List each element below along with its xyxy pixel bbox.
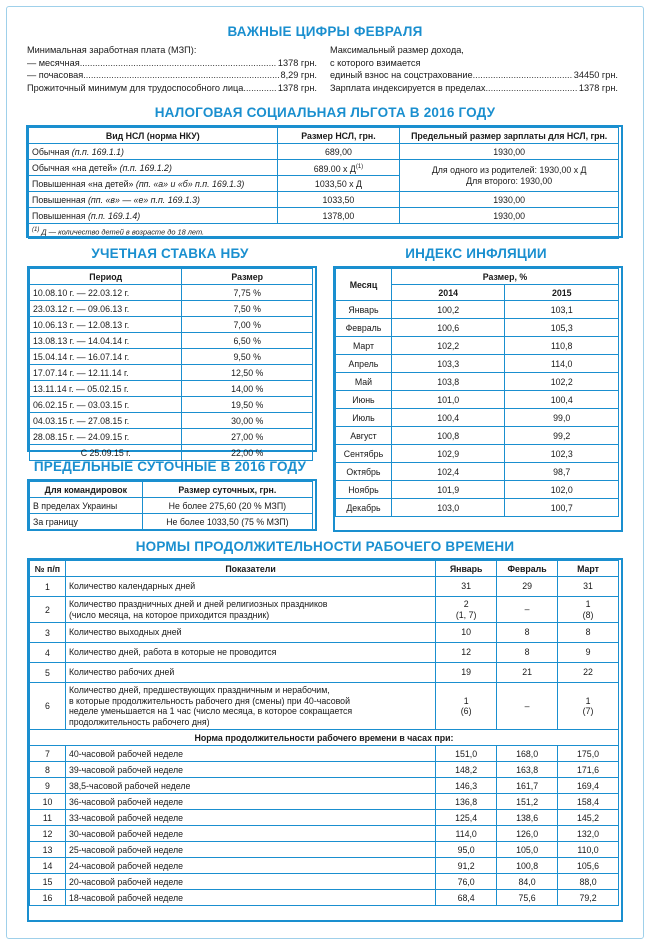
section-title-key-figures: ВАЖНЫЕ ЦИФРЫ ФЕВРАЛЯ [227, 24, 423, 39]
table-row: 06.02.15 г. — 03.03.15 г. 19,50 % [30, 397, 313, 413]
table-row: Июль 100,4 99,0 [336, 409, 619, 427]
table-row: 11 33-часовой рабочей неделе 125,4 138,6 145,2 [30, 810, 619, 826]
table-row: Повышенная (пп. «в» — «е» п.п. 169.1.3) 1033,50 1930,00 [29, 192, 619, 208]
table-row: Август 100,8 99,2 [336, 427, 619, 445]
table-row: 16 18-часовой рабочей неделе 68,4 75,6 79,2 [30, 890, 619, 906]
section-title-work-norms: НОРМЫ ПРОДОЛЖИТЕЛЬНОСТИ РАБОЧЕГО ВРЕМЕНИ [135, 539, 515, 554]
table-row: 10 36-часовой рабочей неделе 136,8 151,2 158,4 [30, 794, 619, 810]
monthly-min-wage: — месячная ..... 1378 грн. [27, 57, 317, 70]
table-row: В пределах Украины Не более 275,60 (20 % МЗП) [30, 498, 313, 514]
table-row: 8 39-часовой рабочей неделе 148,2 163,8 171,6 [30, 762, 619, 778]
table-row: 23.03.12 г. — 09.06.13 г. 7,50 % [30, 301, 313, 317]
key-figures-right [330, 44, 618, 94]
table-header-row: Для командировок Размер суточных, грн. [30, 482, 313, 498]
table-row: 28.08.15 г. — 24.09.15 г. 27,00 % [30, 429, 313, 445]
single-contribution: единый взнос на соцстрахование ..... 34450 грн. [330, 69, 618, 82]
section-title-per-diem: ПРЕДЕЛЬНЫЕ СУТОЧНЫЕ В 2016 ГОДУ [33, 459, 307, 474]
table-row: 10.06.13 г. — 12.08.13 г. 7,00 % [30, 317, 313, 333]
table-row: Январь 100,2 103,1 [336, 301, 619, 319]
table-row: Май 103,8 102,2 [336, 373, 619, 391]
key-figures-left [27, 44, 317, 94]
table-row: 6 Количество дней, предшествующих праздничным и нерабочим, в которые продолжительность рабочего дня (смены) при 40-часовой неделе уменьшается на 1 час (число месяца, в которое сокращается продолжительность рабочего дня) 1 (6) – 1 (7) [30, 683, 619, 730]
work-norms-table [29, 560, 619, 906]
table-row: За границу Не более 1033,50 (75 % МЗП) [30, 514, 313, 530]
table-row: Обычная (п.п. 169.1.1) 689,00 1930,00 [29, 144, 619, 160]
max-income-line1: Максимальный размер дохода, [330, 45, 464, 55]
table-row: Июнь 101,0 100,4 [336, 391, 619, 409]
table-row: 13.08.13 г. — 14.04.14 г. 6,50 % [30, 333, 313, 349]
table-row: Апрель 103,3 114,0 [336, 355, 619, 373]
table-row: Октябрь 102,4 98,7 [336, 463, 619, 481]
table-row: 13 25-часовой рабочей неделе 95,0 105,0 110,0 [30, 842, 619, 858]
nbu-rate-table [29, 268, 313, 461]
section-title-inflation: ИНДЕКС ИНФЛЯЦИИ [405, 246, 547, 261]
table-row: 10.08.10 г. — 22.03.12 г. 7,75 % [30, 285, 313, 301]
table-header-row: Вид НСЛ (норма НКУ) Размер НСЛ, грн. Предельный размер зарплаты для НСЛ, грн. [29, 128, 619, 144]
per-diem-table [29, 481, 313, 530]
table-row: 15.04.14 г. — 16.07.14 г. 9,50 % [30, 349, 313, 365]
table-row: 9 38,5-часовой рабочей неделе 146,3 161,7 169,4 [30, 778, 619, 794]
footnote-row: $^{(1)}$ Д — количество детей в возрасте до 18 лет. [29, 224, 619, 239]
inflation-table [335, 268, 619, 517]
table-header-row: № п/п Показатели Январь Февраль Март [30, 561, 619, 577]
table-row: Февраль 100,6 105,3 [336, 319, 619, 337]
table-row: Повышенная «на детей» (пп. «а» и «б» п.п. 169.1.3) 1033,50 х Д [29, 176, 619, 192]
table-row: 7 40-часовой рабочей неделе 151,0 168,0 175,0 [30, 746, 619, 762]
table-row: 14 24-часовой рабочей неделе 91,2 100,8 105,6 [30, 858, 619, 874]
table-row: 12 30-часовой рабочей неделе 114,0 126,0 132,0 [30, 826, 619, 842]
salary-indexation: Зарплата индексируется в пределах ..... 1378 грн. [330, 82, 618, 95]
table-row: 2 Количество праздничных дней и дней религиозных праздников (число месяца, на которое приходится праздник) 2 (1, 7) – 1 (8) [30, 597, 619, 623]
table-row: 17.07.14 г. — 12.11.14 г. 12,50 % [30, 365, 313, 381]
section-title-nbu-rate: УЧЕТНАЯ СТАВКА НБУ [91, 246, 249, 261]
table-row: Повышенная (п.п. 169.1.4) 1378,00 1930,00 [29, 208, 619, 224]
table-row: С 25.09.15 г. 22,00 % [30, 445, 313, 461]
table-row: Март 102,2 110,8 [336, 337, 619, 355]
table-row: Декабрь 103,0 100,7 [336, 499, 619, 517]
section-title-tax-benefit: НАЛОГОВАЯ СОЦИАЛЬНАЯ ЛЬГОТА В 2016 ГОДУ [154, 105, 496, 120]
table-header-row: Месяц Размер, % [336, 269, 619, 285]
table-header-row: 2014 2015 [336, 285, 619, 301]
table-row: 04.03.15 г. — 27.08.15 г. 30,00 % [30, 413, 313, 429]
table-row: Сентябрь 102,9 102,3 [336, 445, 619, 463]
subheader-row: Норма продолжительности рабочего времени в часах при: [30, 730, 619, 746]
hourly-min-wage: — почасовая ..... 8,29 грн. [27, 69, 317, 82]
table-row: 1 Количество календарных дней 31 29 31 [30, 577, 619, 597]
min-wage-header: Минимальная заработная плата (МЗП): [27, 45, 197, 55]
tax-benefit-table [28, 127, 619, 239]
subsistence-minimum: Прожиточный минимум для трудоспособного лица ..... 1378 грн. [27, 82, 317, 95]
table-row: 13.11.14 г. — 05.02.15 г. 14,00 % [30, 381, 313, 397]
table-row: 3 Количество выходных дней 10 8 8 [30, 623, 619, 643]
table-row: Ноябрь 101,9 102,0 [336, 481, 619, 499]
max-income-line2: с которого взимается [330, 57, 421, 68]
table-row: Обычная «на детей» (п.п. 169.1.2) 689.00 х $Д^{(1)}$ Для одного из родителей: 1930,00 х Д Для второго: 1930,00 [29, 160, 619, 176]
table-row: 4 Количество дней, работа в которые не проводится 12 8 9 [30, 643, 619, 663]
table-header-row: Период Размер [30, 269, 313, 285]
table-row: 5 Количество рабочих дней 19 21 22 [30, 663, 619, 683]
table-row: 15 20-часовой рабочей неделе 76,0 84,0 88,0 [30, 874, 619, 890]
